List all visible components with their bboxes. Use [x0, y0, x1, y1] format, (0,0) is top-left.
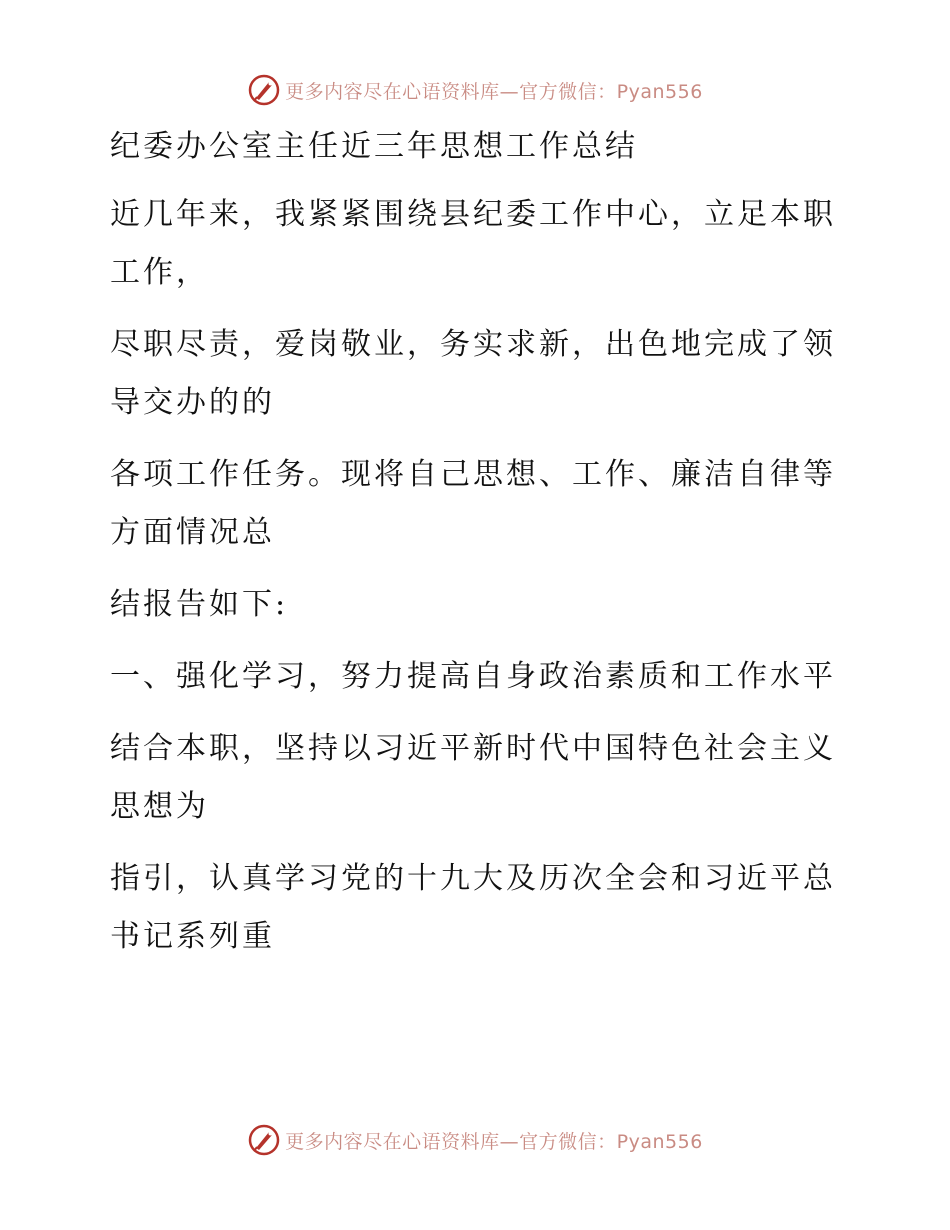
paragraph: 结报告如下:: [110, 587, 289, 622]
paragraph: 近几年来，我紧紧围绕县纪委工作中心，立足本职工作，: [110, 197, 836, 290]
paragraph: 各项工作任务。现将自己思想、工作、廉洁自律等方面情况总: [110, 457, 836, 550]
document-body: [98, 118, 838, 980]
document-title: 纪委办公室主任近三年思想工作总结: [110, 129, 638, 164]
footer-banner: [0, 1120, 950, 1160]
header-banner: [0, 70, 950, 110]
header-banner-text: 更多内容尽在心语资料库—官方微信：Pyan556: [285, 80, 703, 103]
footer-banner-text: 更多内容尽在心语资料库—官方微信：Pyan556: [285, 1130, 703, 1153]
paragraph: 结合本职，坚持以习近平新时代中国特色社会主义思想为: [110, 731, 836, 824]
quill-pen-circle-icon: [247, 1123, 281, 1157]
paragraph: 指引，认真学习党的十九大及历次全会和习近平总书记系列重: [110, 861, 836, 954]
paragraph: 尽职尽责，爱岗敬业，务实求新，出色地完成了领导交办的的: [110, 327, 836, 420]
section-heading: 一、强化学习，努力提高自身政治素质和工作水平: [110, 659, 836, 694]
quill-pen-circle-icon: [247, 73, 281, 107]
